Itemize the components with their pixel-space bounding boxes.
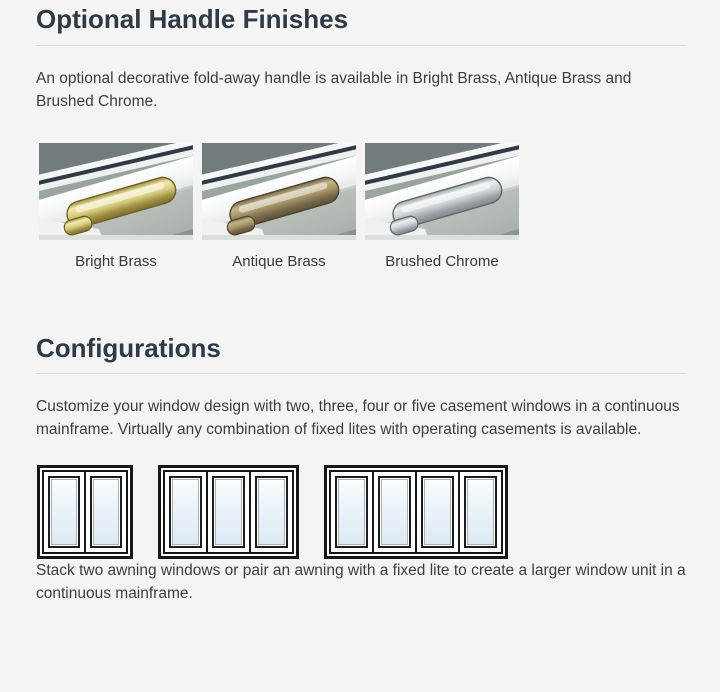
bottom-strip	[202, 235, 356, 240]
handle-finish-figure	[202, 143, 356, 270]
glass	[90, 476, 122, 548]
bottom-strip	[39, 235, 193, 240]
casement-pane	[417, 472, 458, 552]
glass	[169, 476, 202, 548]
casement-pane	[460, 472, 501, 552]
casement-pane	[208, 472, 249, 552]
glass	[48, 476, 80, 548]
window-mainframe	[42, 470, 128, 554]
window-configuration-diagram-two-casement	[37, 465, 133, 559]
finish-label: Antique Brass	[232, 252, 326, 270]
casement-pane	[86, 472, 126, 552]
configuration-diagrams	[36, 465, 686, 559]
casement-pane	[44, 472, 84, 552]
glass	[378, 476, 411, 548]
casement-pane	[331, 472, 372, 552]
glass	[464, 476, 497, 548]
section-handle-finishes	[36, 3, 686, 270]
window-configuration-diagram-four-casement	[324, 465, 508, 559]
casement-pane	[251, 472, 292, 552]
section-configurations	[36, 332, 686, 606]
window-mainframe	[163, 470, 294, 554]
finish-tiles	[36, 143, 686, 270]
section-divider	[36, 373, 686, 374]
finish-label: Bright Brass	[75, 252, 157, 270]
section-divider	[36, 45, 686, 46]
section-title-configurations: Configurations	[36, 332, 221, 363]
glass	[335, 476, 368, 548]
handle-photo	[202, 143, 356, 240]
handle-photo	[365, 143, 519, 240]
glass	[421, 476, 454, 548]
casement-pane	[165, 472, 206, 552]
finish-label: Brushed Chrome	[385, 252, 499, 270]
handle-finish-figure	[39, 143, 193, 270]
window-configuration-diagram-three-casement	[158, 465, 299, 559]
bottom-strip	[365, 235, 519, 240]
handle-finish-figure	[365, 143, 519, 270]
handle-finishes-intro: An optional decorative fold-away handle is available in Bright Brass, Antique Brass and Brushed Chrome.	[36, 69, 632, 110]
section-title-handle-finishes: Optional Handle Finishes	[36, 4, 349, 34]
configurations-outro: Stack two awning windows or pair an awning with a fixed lite to create a larger window unit in a continuous mainframe.	[36, 562, 686, 602]
window-mainframe	[329, 470, 503, 554]
configurations-intro: Customize your window design with two, three, four or five casement windows in a continuous mainframe. Virtually any combination of fixed lites with operating casements is available.	[36, 398, 680, 438]
glass	[212, 476, 245, 548]
casement-pane	[374, 472, 415, 552]
handle-photo	[39, 143, 193, 240]
glass	[255, 476, 288, 548]
